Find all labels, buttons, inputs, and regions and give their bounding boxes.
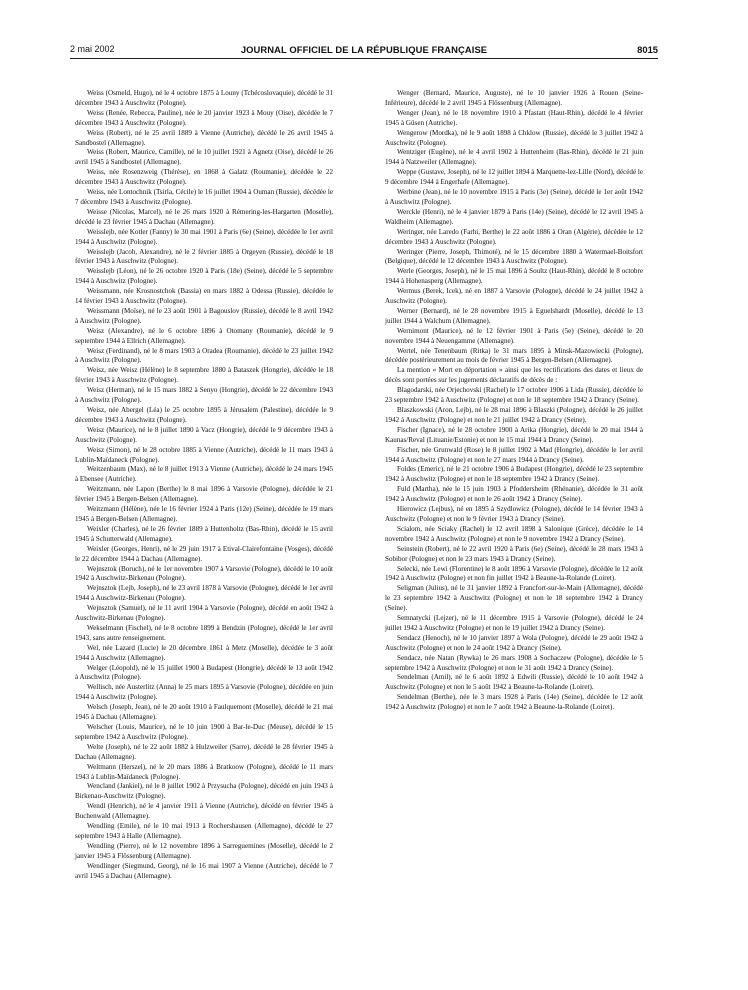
register-entry: Weitzmann, née Lapon (Berthe) le 8 mai 1896 à Varsovie (Pologne), décédée le 21 février 1945 à Bergen-Belsen (Allemagne). [75,485,333,504]
register-entry: Wendl (Henrich), né le 4 janvier 1911 à Vienne (Autriche), décédé en février 1945 à Buchenwald (Allemagne). [75,802,333,821]
register-entry: Wernimont (Maurice), né le 12 février 1901 à Paris (5e) (Seine), décédé le 20 novembre 1944 à Neuengamme (Allemagne). [385,326,643,345]
register-entry: La mention « Mort en déportation » ainsi que les rectifications des dates et lieux de décès sont portées sur les jugements déclaratifs de décès de : [385,366,643,385]
register-entry: Fischer, née Grunwald (Rose) le 8 juillet 1902 à Mad (Hongrie), décédée le 1er avril 1944 à Auschwitz (Pologne) et non le 27 mars 1944 à Drancy (Seine). [385,445,643,464]
register-entry: Welte (Joseph), né le 22 août 1882 à Hulzweiler (Sarre), décédé le 28 février 1945 à Dachau (Allemagne). [75,742,333,761]
register-entry: Welscher (Louis, Maurice), né le 10 juin 1900 à Bar-le-Duc (Meuse), décédé le 15 septembre 1942 à Auschwitz (Pologne). [75,723,333,741]
register-entry: Weiss (Renée, Rebecca, Pauline), née le 20 janvier 1923 à Mouy (Oise), décédée le 7 décembre 1943 à Auschwitz (Pologne). [75,108,333,127]
register-entry: Weisz (Herman), né le 15 mars 1882 à Senyo (Hongrie), décédé le 22 décembre 1943 à Auschwitz (Pologne). [75,386,333,405]
register-entry: Sendacz, née Natan (Rywka) le 26 mars 1908 à Sochaczew (Pologne), décédée le 5 septembre 1942 à Auschwitz (Pologne) et non le 31 août 1942 à Drancy (Seine). [385,653,643,672]
register-entry: Hierowicz (Lejbus), né en 1895 à Szydlowicz (Pologne), décédé le 14 février 1943 à Auschwitz (Pologne) et non le 9 février 1943 à Drancy (Seine). [385,505,643,523]
register-entry: Selecki, née Lewi (Florentine) le 8 août 1896 à Varsovie (Pologne), décédée le 12 août 1942 à Auschwitz (Pologne) et non fin juillet 1942 à Beaune-la-Rolande (Loiret). [385,564,643,583]
register-entry: Weltmann (Herszel), né le 20 mars 1886 à Bratkoow (Pologne), décédé le 11 mars 1943 à Lublin-Maïdaneck (Pologne). [75,762,333,781]
register-entry: Seligman (Julius), né le 31 janvier 1892 à Francfort-sur-le-Main (Allemagne), décédé le 23 septembre 1942 à Auschwitz (Pologne) et non le 18 septembre 1942 à Drancy (Seine). [385,584,643,613]
issue-date: 2 mai 2002 [70,44,115,54]
register-entry: Weisslejb, née Kotler (Fanny) le 30 mai 1901 à Paris (6e) (Seine), décédée le 1er avril 1944 à Auschwitz (Pologne). [75,227,333,246]
register-entry: Weisz, née Weisz (Hélène) le 8 septembre 1880 à Bataszek (Hongrie), décédée le 18 février 1943 à Auschwitz (Pologne). [75,366,333,385]
register-entry: Weiss (Osmeld, Hugo), né le 4 octobre 1875 à Louny (Tchécoslovaquie), décédé le 31 décembre 1943 à Auschwitz (Pologne). [75,89,333,107]
register-entry: Weixler (Charles), né le 26 février 1889 à Huttenholtz (Bas-Rhin), décédé le 15 avril 1945 à Schutterwald (Allemagne). [75,524,333,543]
register-entry: Weissmann (Moïse), né le 23 août 1901 à Bagouslov (Russie), décédé le 8 avril 1942 à Auschwitz (Pologne). [75,306,333,325]
register-entry: Weisz, née Abergel (Léa) le 25 octobre 1895 à Jérusalem (Palestine), décédée le 9 décembre 1943 à Auschwitz (Pologne). [75,406,333,424]
register-entry: Semnatycki (Lejzer), né le 11 décembre 1915 à Varsovie (Pologne), décédé le 24 juillet 1942 à Auschwitz (Pologne) et non le 19 juillet 1942 à Drancy (Seine). [385,614,643,632]
register-entry: Wencland (Jankiel), né le 8 juillet 1902 à Przysucha (Pologne), décédé en juin 1943 à Birkenau-Auschwitz (Pologne). [75,782,333,801]
register-entry: Weringer (Pierre, Joseph, Thimoté), né le 15 décembre 1880 à Watermael-Boitsfort (Belgique), décédé le 12 décembre 1943 à Auschwitz (Pologne). [385,247,643,266]
left-column [75,89,333,882]
register-entry: Werbine (Jean), né le 10 novembre 1915 à Paris (3e) (Seine), décédé le 1er août 1942 à Auschwitz (Pologne). [385,188,643,206]
register-entry: Wenger (Bernard, Maurice, Auguste), né le 10 janvier 1926 à Rouen (Seine-Inférieure), décédé le 2 avril 1945 à Flössenburg (Allemagne). [385,89,643,107]
register-entry: Weixler (Georges, Henri), né le 29 juin 1917 à Etival-Clairefontaine (Vosges), décédé le 22 décembre 1944 à Dachau (Allemagne). [75,544,333,563]
register-entry: Seinstein (Robert), né le 22 avril 1920 à Paris (6e) (Seine), décédé le 28 mars 1943 à Sobibor (Pologne) et non le 23 mars 1943 à Drancy (Seine). [385,544,643,563]
register-entry: Werle (Georges, Joseph), né le 15 mai 1896 à Soultz (Haut-Rhin), décédé le 8 octobre 1944 à Hohenasperg (Allemagne). [385,267,643,286]
register-entry: Foldes (Emeric), né le 21 octobre 1906 à Budapest (Hongrie), décédé le 23 septembre 1942 à Auschwitz (Pologne) et non le 18 septembre 1942 à Drancy (Seine). [385,465,643,484]
register-entry: Blaszkowski (Aron, Lejb), né le 28 mai 1896 à Blaszki (Pologne), décédé le 26 juillet 1942 à Auschwitz (Pologne) et non le 21 juillet 1942 à Drancy (Seine). [385,406,643,424]
register-entry: Werckle (Henri), né le 4 janvier 1879 à Paris (14e) (Seine), décédé le 12 avril 1945 à Waldheim (Allemagne). [385,207,643,226]
register-entry: Weiss (Robert, Maurice, Camille), né le 10 juillet 1921 à Agnetz (Oise), décédé le 26 avril 1945 à Sandbostel (Allemagne). [75,148,333,167]
register-entry: Wentziger (Eugène), né le 4 avril 1902 à Huttenheim (Bas-Rhin), décédé le 21 juin 1944 à Natzweiler (Allemagne). [385,148,643,167]
register-entry: Scialom, née Sciaky (Rachel) le 12 avril 1898 à Salonique (Grèce), décédée le 14 novembre 1942 à Auschwitz (Pologne) et non le 9 novembre 1942 à Drancy (Seine). [385,524,643,543]
register-entry: Wendling (Emile), né le 10 mai 1913 à Rochershausen (Allemagne), décédé le 27 septembre 1943 à Halle (Allemagne). [75,822,333,840]
register-entry: Wejnsztok (Boruch), né le 1er novembre 1907 à Varsovie (Pologne), décédé le 10 août 1942 à Auschwitz-Birkenau (Pologne). [75,564,333,583]
register-entry: Weppe (Gustave, Joseph), né le 12 juillet 1894 à Marquette-lez-Lille (Nord), décédé le 9 décembre 1944 à Engerhafe (Allemagne). [385,168,643,187]
register-entry: Blagodarski, née Orjechovski (Rachel) le 17 octobre 1906 à Lida (Russie), décédée le 23 septembre 1942 à Auschwitz (Pologne) et non le 18 septembre 1942 à Drancy (Seine). [385,386,643,405]
register-entry: Wertel, née Tenenbaum (Ritka) le 31 mars 1895 à Minsk-Mazowiecki (Pologne), décédée postérieurement au mois de février 1945 à Bergen-Belsen (Allemagne). [385,346,643,365]
register-entry: Weisslejb (Léon), né le 26 octobre 1920 à Paris (18e) (Seine), décédé le 5 septembre 1944 à Auschwitz (Pologne). [75,267,333,286]
register-entry: Sendacz (Henoch), né le 10 janvier 1897 à Wola (Pologne), décédé le 29 août 1942 à Auschwitz (Pologne) et non le 24 août 1942 à Drancy (Seine). [385,633,643,652]
register-entry: Weisz (Alexandre), né le 6 octobre 1896 à Otomany (Roumanie), décédé le 9 septembre 1944 à Ellrich (Allemagne). [75,326,333,345]
register-entry: Weiss (Robert), né le 25 avril 1889 à Vienne (Autriche), décédé le 26 avril 1945 à Sandbostel (Allemagne). [75,128,333,147]
register-entry: Welger (Léopold), né le 15 juillet 1900 à Budapest (Hongrie), décédé le 13 août 1942 à Auschwitz (Pologne). [75,663,333,682]
register-entry: Weissmann, née Krosnostchok (Bassia) en mars 1882 à Odessa (Russie), décédée le 14 février 1943 à Auschwitz (Pologne). [75,287,333,306]
register-entry: Wendlinger (Siegmund, Georg), né le 16 mai 1907 à Vienne (Autriche), décédé le 7 avril 1945 à Dachau (Allemagne). [75,861,333,880]
register-entry: Weisz (Ferdinand), né le 8 mars 1903 à Oradea (Roumanie), décédé le 23 juillet 1942 à Auschwitz (Pologne). [75,346,333,365]
register-entry: Weisslejb (Jacob, Alexandre), né le 2 février 1885 à Orgeyen (Russie), décédé le 18 février 1943 à Auschwitz (Pologne). [75,247,333,266]
register-entry: Welsch (Joseph, Jean), né le 20 août 1910 à Faulquemont (Moselle), décédé le 21 mai 1945 à Dachau (Allemagne). [75,703,333,722]
register-entry: Weisz (Simon), né le 28 octobre 1885 à Vienne (Autriche), décédé le 11 mars 1943 à Lublin-Maïdaneck (Pologne). [75,445,333,464]
page-header [70,44,658,59]
register-entry: Wengerow (Mordka), né le 9 août 1898 à Chklow (Russie), décédé le 3 juillet 1942 à Auschwitz (Pologne). [385,128,643,147]
register-entry: Weiss, née Rosenzweig (Thérèse), en 1868 à Galatz (Roumanie), décédée le 22 décembre 1943 à Auschwitz (Pologne). [75,168,333,187]
register-entry: Weitzenbaum (Max), né le 8 juillet 1913 à Vienne (Autriche), décédé le 24 mars 1945 à Ebensee (Autriche). [75,465,333,484]
register-entry: Wekselmann (Fischel), né le 8 octobre 1899 à Bendzin (Pologne), décédé le 1er avril 1943, sans autre renseignement. [75,623,333,642]
register-entry: Wejnsztok (Samuel), né le 11 avril 1904 à Varsovie (Pologne), décédé en août 1942 à Auschwitz-Birkenau (Pologne). [75,604,333,623]
register-entry: Fischer (Ignace), né le 28 octobre 1900 à Arika (Hongrie), décédé le 20 mai 1944 à Kaunas/Reval (Lituanie/Estonie) et non le 15 mai 1944 à Drancy (Seine). [385,425,643,444]
page-number: 8015 [637,44,658,55]
register-entry: Sendelman (Amil), né le 6 août 1892 à Edwili (Russie), décédé le 10 août 1942 à Auschwitz (Pologne) et non le 5 août 1942 à Beaune-la-Rolande (Loiret). [385,673,643,692]
register-entry: Wermus (Berek, Icek), né en 1887 à Varsovie (Pologne), décédé le 24 juillet 1942 à Auschwitz (Pologne). [385,287,643,306]
register-entry: Weisse (Nicolas, Marcel), né le 26 mars 1920 à Rémering-les-Hargarten (Moselle), décédé le 23 février 1945 à Dachau (Allemagne). [75,207,333,226]
register-entry: Wel, née Lazard (Lucie) le 20 décembre 1861 à Metz (Moselle), décédée le 3 août 1944 à Auschwitz (Allemagne). [75,643,333,662]
register-entry: Sendelman (Berthe), née le 3 mars 1928 à Paris (14e) (Seine), décédée le 12 août 1942 à Auschwitz (Pologne) et non le 7 août 1942 à Beaune-la-Rolande (Loiret). [385,693,643,712]
register-entry: Wendling (Pierre), né le 12 novembre 1896 à Sarreguemines (Moselle), décédé le 2 janvier 1945 à Flössenburg (Allemagne). [75,841,333,860]
register-entry: Wellisch, née Austerlitz (Anna) le 25 mars 1895 à Varsovie (Pologne), décédée en juin 1944 à Auschwitz (Pologne). [75,683,333,702]
register-entry: Wejnsztok (Lejb, Joseph), né le 23 avril 1878 à Varsovie (Pologne), décédé le 1er avril 1944 à Auschwitz-Birkenau (Pologne). [75,584,333,603]
register-entry: Fuld (Martha), née le 15 juin 1903 à Pfoddersheim (Rhénanie), décédée le 31 août 1942 à Auschwitz (Pologne) et non le 26 août 1942 à Drancy (Seine). [385,485,643,504]
register-entry: Weisz (Maurice), né le 8 juillet 1890 à Vacz (Hongrie), décédé le 9 décembre 1943 à Auschwitz (Pologne). [75,425,333,444]
journal-title: JOURNAL OFFICIEL DE LA RÉPUBLIQUE FRANÇAISE [240,44,488,55]
register-entry: Wenger (Jean), né le 18 novembre 1910 à Pfastatt (Haut-Rhin), décédé le 4 février 1945 à Güsen (Autriche). [385,108,643,127]
register-entry: Weiss, née Lontochnik (Tsirla, Cécile) le 16 juillet 1904 à Ouman (Russie), décédée le 7 décembre 1943 à Auschwitz (Pologne). [75,188,333,206]
register-entry: Weringer, née Laredo (Farhi, Berthe) le 22 août 1886 à Oran (Algérie), décédée le 12 décembre 1943 à Auschwitz (Pologne). [385,227,643,246]
register-entry: Werner (Bernard), né le 28 novembre 1915 à Eguelshardt (Moselle), décédé le 13 juillet 1944 à Walchum (Allemagne). [385,306,643,325]
register-entry: Weitzmann (Hélène), née le 16 février 1924 à Paris (12e) (Seine), décédée le 19 mars 1945 à Bergen-Belsen (Allemagne). [75,505,333,523]
right-column [385,89,643,713]
